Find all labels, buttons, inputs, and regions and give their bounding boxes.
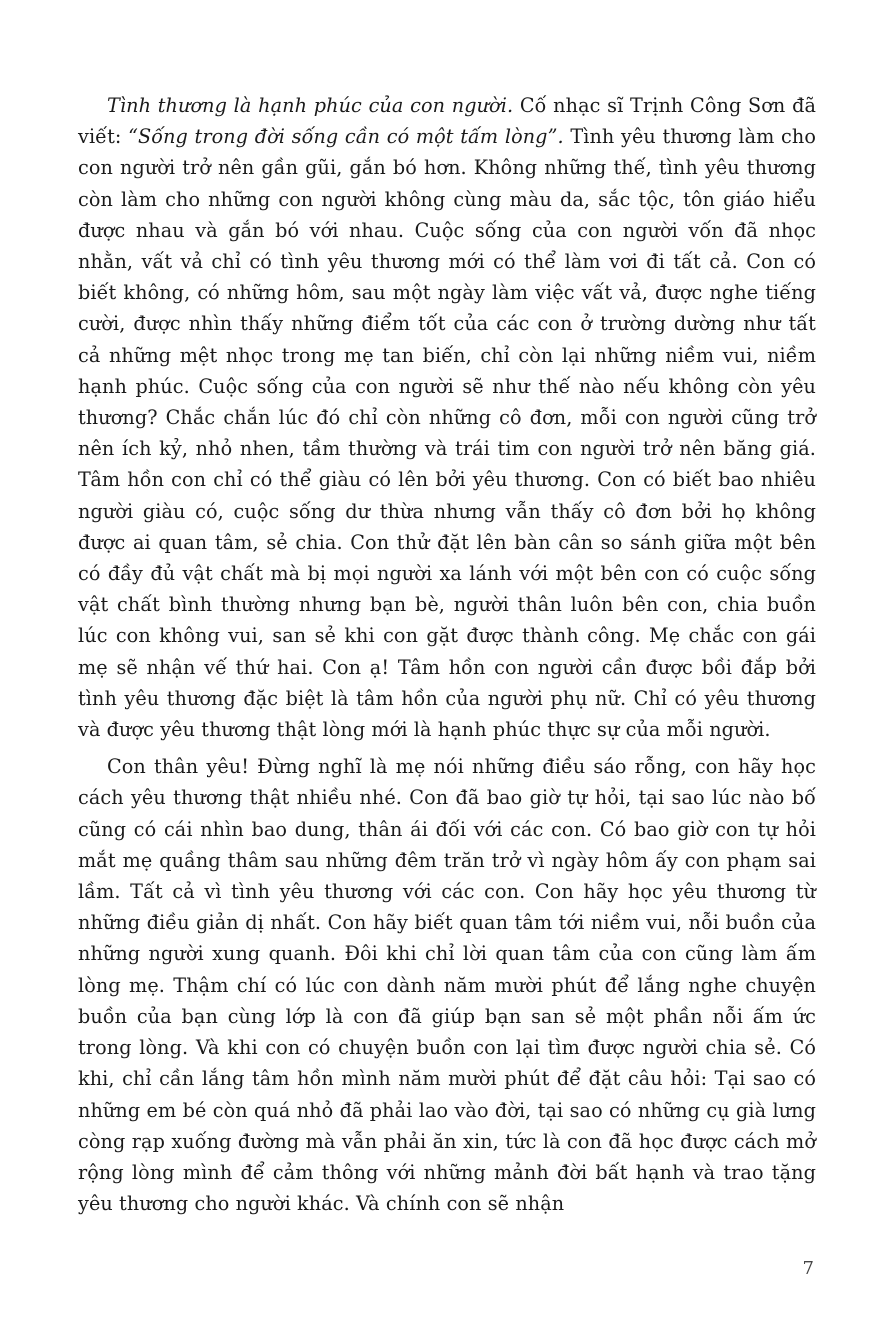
paragraph-1-text-a: Cố nhạc sĩ Trịnh Công Sơn đã viết: (78, 94, 816, 149)
paragraph-1 (78, 90, 816, 745)
paragraph-2: Con thân yêu! Đừng nghĩ là mẹ nói những điều sáo rỗng, con hãy học cách yêu thương thật nhiều nhé. Con đã bao giờ tự hỏi, tại sao lúc nào bố cũng có cái nhìn bao dung, thân ái đối với các con. Có bao giờ con tự hỏi mắt mẹ quầng thâm sau những đêm trăn trở vì ngày hôm ấy con phạm sai lầm. Tất cả vì tình yêu thương với các con. Con hãy học yêu thương từ những điều giản dị nhất. Con hãy biết quan tâm tới niềm vui, nỗi buồn của những người xung quanh. Đôi khi chỉ lời quan tâm của con cũng làm ấm lòng mẹ. Thậm chí có lúc con dành năm mười phút để lắng nghe chuyện buồn của bạn cùng lớp là con đã giúp bạn san sẻ một phần nỗi ấm ức trong lòng. Và khi con có chuyện buồn con lại tìm được người chia sẻ. Có khi, chỉ cần lắng tâm hồn mình năm mười phút để đặt câu hỏi: Tại sao có những em bé còn quá nhỏ đã phải lao vào đời, tại sao có những cụ già lưng còng rạp xuống đường mà vẫn phải ăn xin, tức là con đã học được cách mở rộng lòng mình để cảm thông với những mảnh đời bất hạnh và trao tặng yêu thương cho người khác. Và chính con sẽ nhận (78, 755, 816, 1216)
quoted-lyric: “Sống trong đời sống cần có một tấm lòng”. (128, 125, 564, 149)
italic-lead-sentence: Tình thương là hạnh phúc của con người. (107, 94, 514, 117)
page-body (78, 90, 816, 1225)
page-number: 7 (802, 1258, 814, 1279)
paragraph-1-text-b: Tình yêu thương làm cho con người trở nên gần gũi, gắn bó hơn. Không những thế, tình yêu thương còn làm cho những con người không cùng màu da, sắc tộc, tôn giáo hiểu được nhau và gắn bó với nhau. Cuộc sống của con người vốn đã nhọc nhằn, vất vả chỉ có tình yêu thương mới có thể làm vơi đi tất cả. Con có biết không, có những hôm, sau một ngày làm việc vất vả, được nghe tiếng cười, được nhìn thấy những điểm tốt của các con ở trường dường như tất cả những mệt nhọc trong mẹ tan biến, chỉ còn lại những niềm vui, niềm hạnh phúc. Cuộc sống của con người sẽ như thế nào nếu không còn yêu thương? Chắc chắn lúc đó chỉ còn những cô đơn, mỗi con người cũng trở nên ích kỷ, nhỏ nhen, tầm thường và trái tim con người trở nên băng giá. Tâm hồn con chỉ có thể giàu có lên bởi yêu thương. Con có biết bao nhiêu người giàu có, cuộc sống dư thừa nhưng vẫn thấy cô đơn bởi họ không được ai quan tâm, sẻ chia. Con thử đặt lên bàn cân so sánh giữa một bên có đầy đủ vật chất mà bị mọi người xa lánh với một bên con có cuộc sống vật chất bình thường nhưng bạn bè, người thân luôn bên con, chia buồn lúc con không vui, san sẻ khi con gặt được thành công. Mẹ chắc con gái mẹ sẽ nhận vế thứ hai. Con ạ! Tâm hồn con người cần được bồi đắp bởi tình yêu thương đặc biệt là tâm hồn của người phụ nữ. Chỉ có yêu thương và được yêu thương thật lòng mới là hạnh phúc thực sự của mỗi người. (78, 125, 816, 742)
